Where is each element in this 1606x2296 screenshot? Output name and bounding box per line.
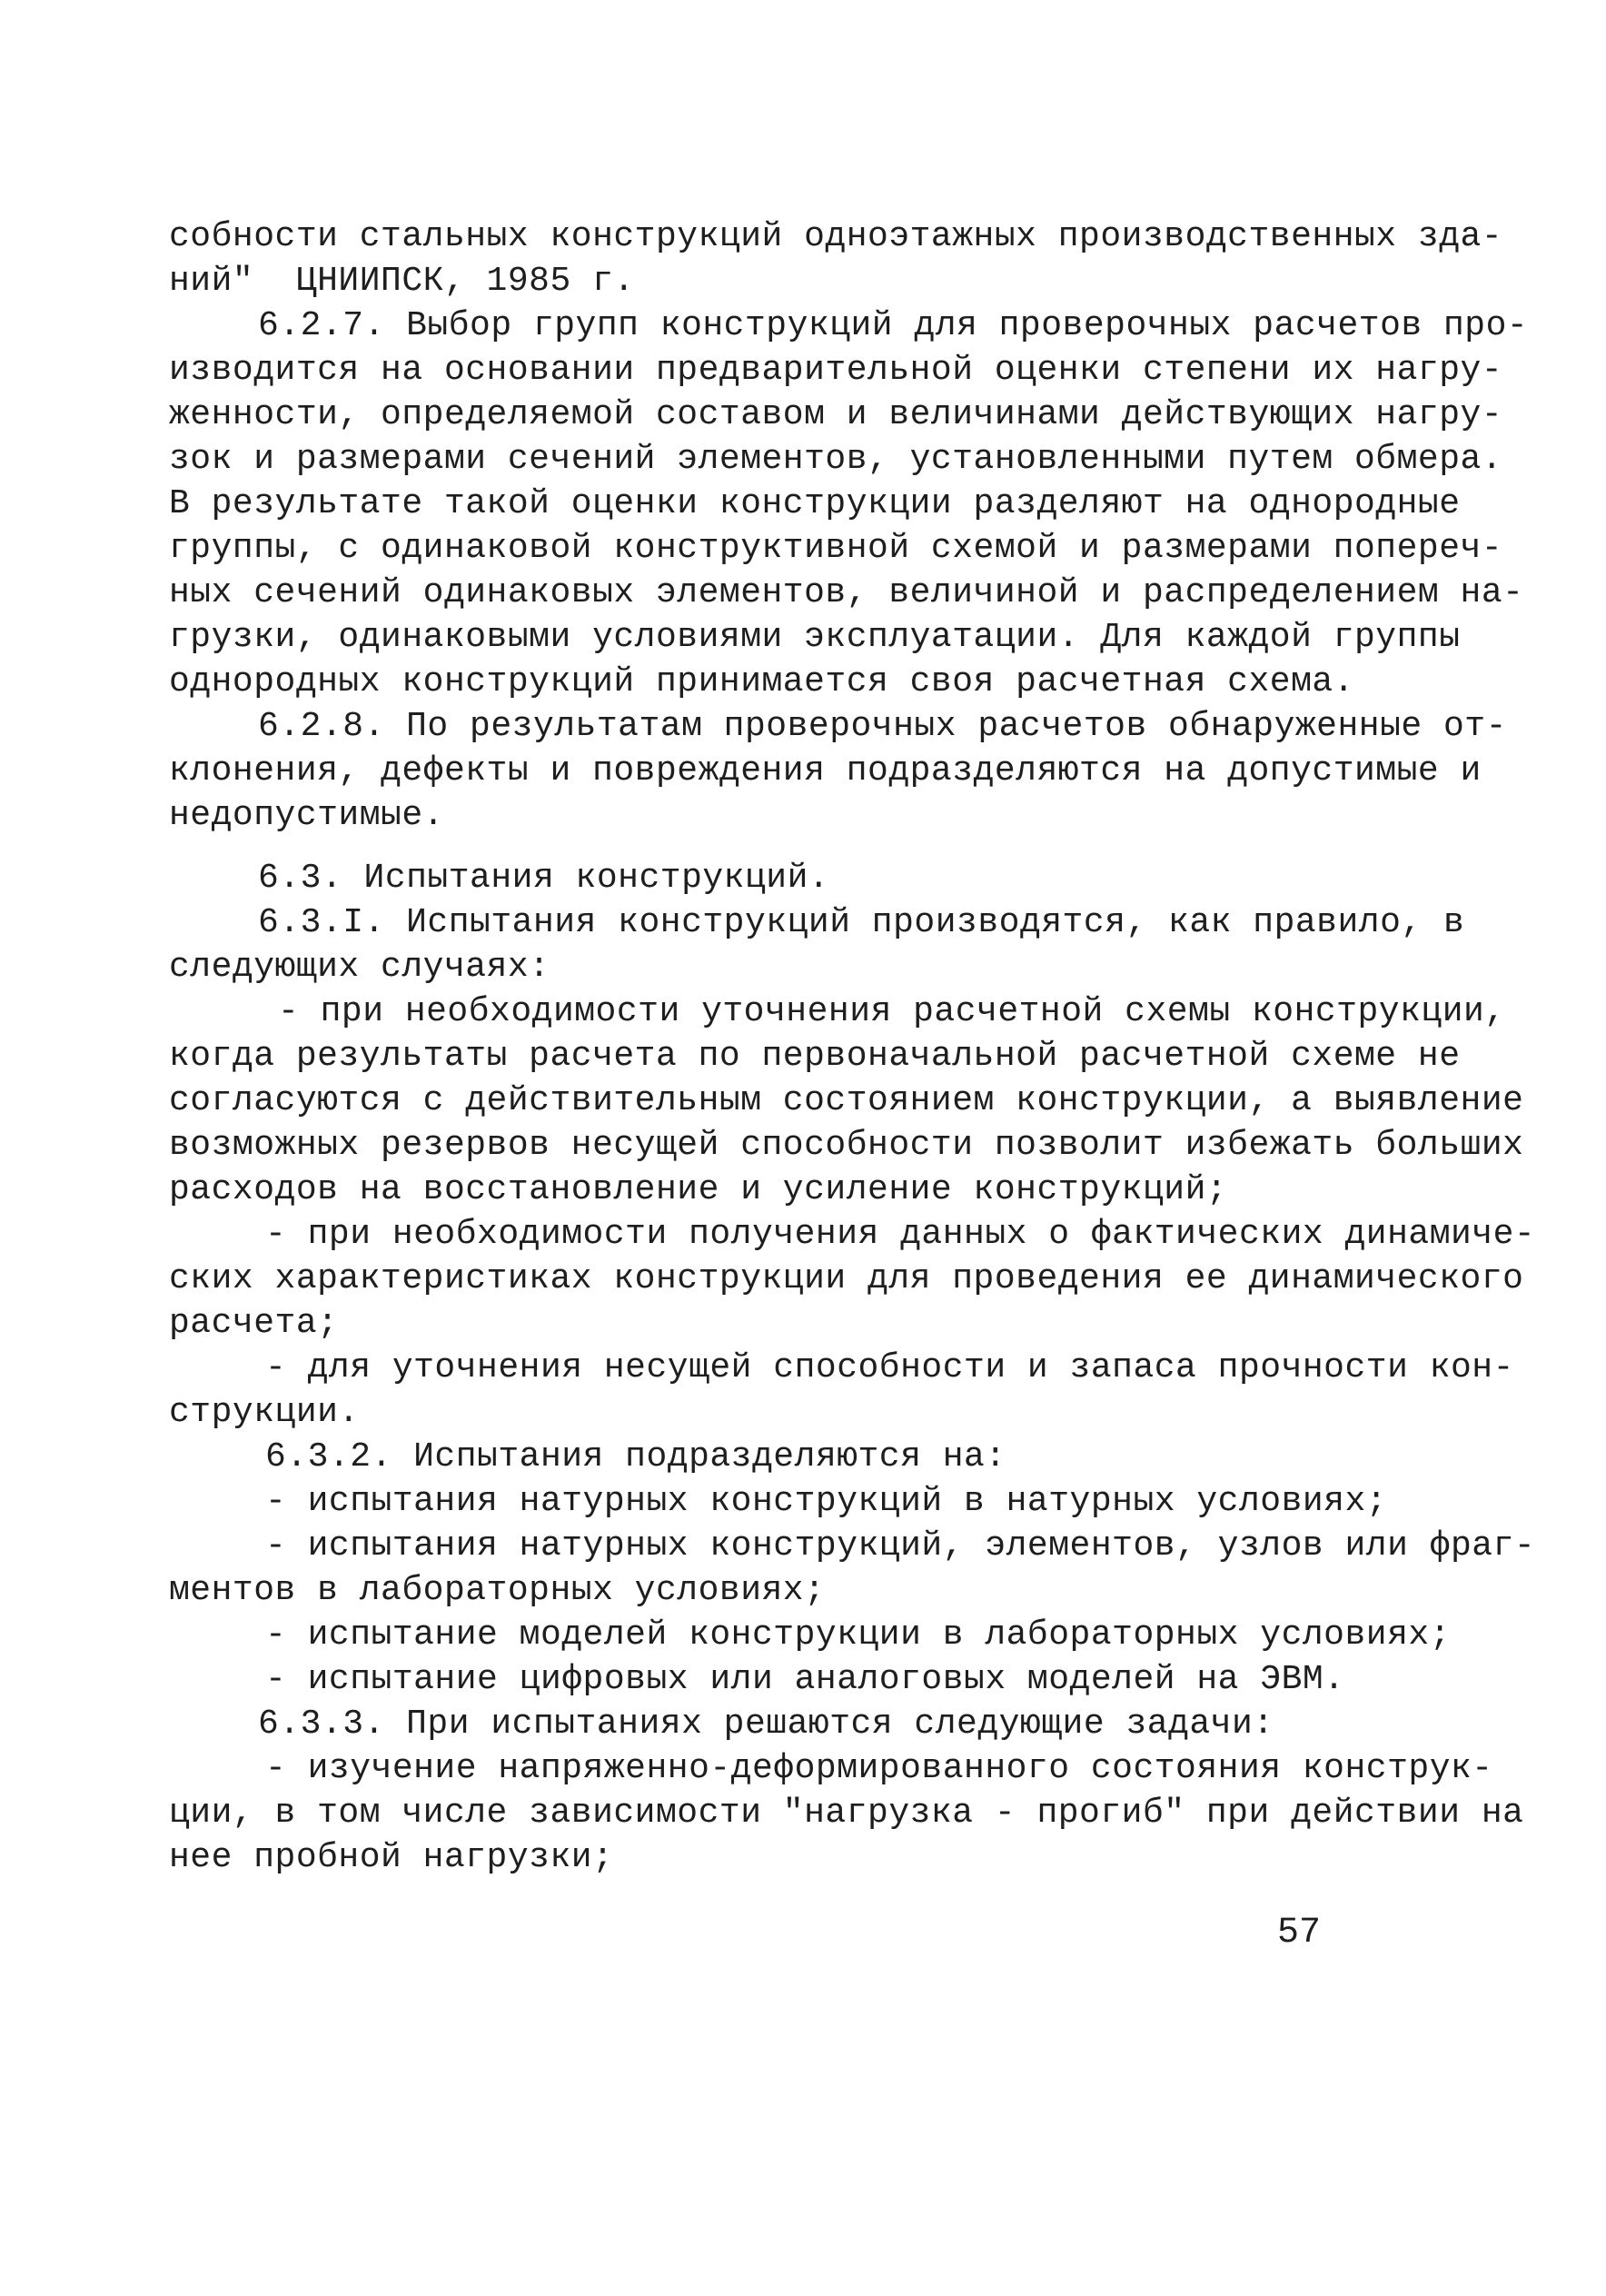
- text-line: женности, определяемой составом и величинами действующих нагру-: [169, 395, 1503, 434]
- text-line: 6.3.2. Испытания подразделяются на:: [265, 1437, 1006, 1476]
- text-line: грузки, одинаковыми условиями эксплуатации. Для каждой группы: [169, 618, 1461, 657]
- text-line: ных сечений одинаковых элементов, величиной и распределением на-: [169, 573, 1524, 612]
- text-line: расходов на восстановление и усиление конструкций;: [169, 1170, 1228, 1209]
- text-line: - для уточнения несущей способности и запаса прочности кон-: [265, 1348, 1514, 1387]
- text-line: группы, с одинаковой конструктивной схемой и размерами попереч-: [169, 529, 1503, 568]
- text-line: - испытания натурных конструкций в натурных условиях;: [265, 1482, 1388, 1521]
- text-line: следующих случаях:: [169, 948, 550, 987]
- text-line: 6.2.7. Выбор групп конструкций для проверочных расчетов про-: [258, 306, 1529, 345]
- page-number: 57: [1277, 1913, 1322, 1953]
- section-heading: 6.3. Испытания конструкций.: [258, 859, 830, 898]
- text-line: собности стальных конструкций одноэтажных производственных зда-: [169, 217, 1503, 256]
- text-line: когда результаты расчета по первоначальной расчетной схеме не: [169, 1037, 1461, 1076]
- text-line: клонения, дефекты и повреждения подразделяются на допустимые и: [169, 751, 1482, 790]
- text-line: нее пробной нагрузки;: [169, 1838, 614, 1877]
- text-line: 6.3.I. Испытания конструкций производятся, как правило, в: [258, 903, 1465, 942]
- text-line: ских характеристиках конструкции для проведения ее динамического: [169, 1259, 1524, 1298]
- text-line: расчета;: [169, 1304, 339, 1343]
- text-line: изводится на основании предварительной оценки степени их нагру-: [169, 351, 1503, 390]
- text-line: - изучение напряженно-деформированного состояния конструк-: [265, 1749, 1493, 1788]
- text-line: ментов в лабораторных условиях;: [169, 1571, 826, 1610]
- text-line: согласуются с действительным состоянием конструкции, а выявление: [169, 1081, 1524, 1120]
- text-line: - при необходимости уточнения расчетной схемы конструкции,: [278, 992, 1506, 1031]
- text-line: - при необходимости получения данных о фактических динамиче-: [265, 1215, 1536, 1254]
- text-line: - испытание моделей конструкции в лабораторных условиях;: [265, 1615, 1452, 1655]
- text-line: ний" ЦНИИПСК, 1985 г.: [169, 262, 635, 301]
- text-line: - испытания натурных конструкций, элементов, узлов или фраг-: [265, 1526, 1536, 1565]
- text-line: недопустимые.: [169, 796, 444, 835]
- text-line: В результате такой оценки конструкции разделяют на однородные: [169, 484, 1461, 523]
- text-line: 6.3.3. При испытаниях решаются следующие задачи:: [258, 1705, 1274, 1744]
- text-line: ции, в том числе зависимости "нагрузка - прогиб" при действии на: [169, 1794, 1524, 1833]
- text-line: однородных конструкций принимается своя расчетная схема.: [169, 662, 1355, 701]
- text-line: зок и размерами сечений элементов, установленными путем обмера.: [169, 440, 1503, 479]
- text-line: струкции.: [169, 1393, 360, 1432]
- text-line: 6.2.8. По результатам проверочных расчетов обнаруженные от-: [258, 707, 1507, 746]
- text-line: возможных резервов несущей способности позволит избежать больших: [169, 1126, 1524, 1165]
- text-line: - испытание цифровых или аналоговых моделей на ЭВМ.: [265, 1660, 1345, 1699]
